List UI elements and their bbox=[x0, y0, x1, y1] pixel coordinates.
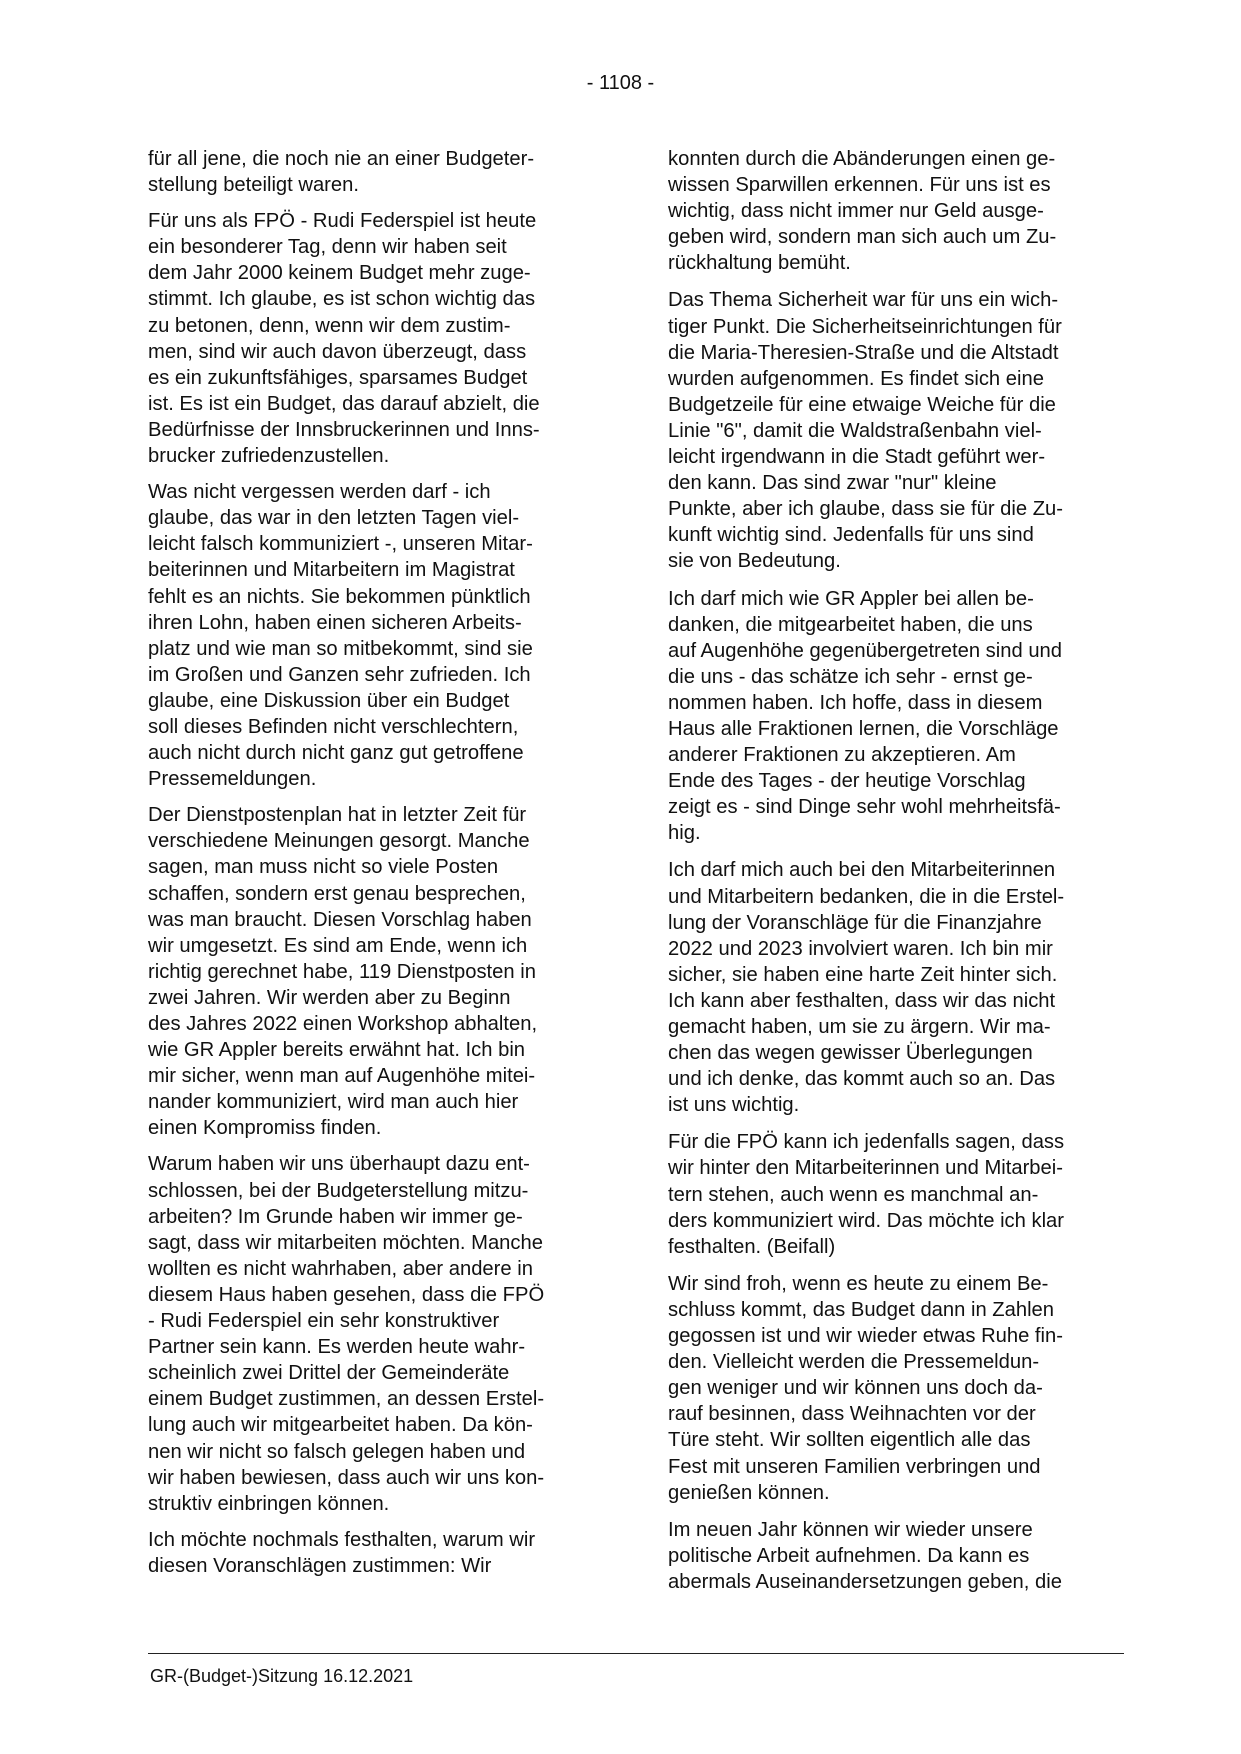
paragraph: Warum haben wir uns überhaupt dazu ent- schlossen, bei der Budgeterstellung mitzu- arbeiten? Im Grunde haben wir immer ge- sagt, dass wir mitarbeiten möchten. Manche wollten es nicht wahrhaben, aber andere in diesem Haus haben gesehen, dass die FPÖ - Rudi Federspiel ein sehr konstruktiver Partner sein kann. Es werden heute wahr- scheinlich zwei Drittel der Gemeinderäte einem Budget zustimmen, an dessen Erstel- lung auch wir mitgearbeitet haben. Da kön- nen wir nicht so falsch gelegen haben und wir haben bewiesen, dass auch wir uns kon- struktiv einbringen können. bbox=[148, 1153, 545, 1515]
paragraph: Das Thema Sicherheit war für uns ein wich- tiger Punkt. Die Sicherheitseinrichtungen für die Maria-Theresien-Straße und die Altstadt wurden aufgenommen. Es findet sich eine Budgetzeile für eine etwaige Weiche für die Linie "6", damit die Waldstraßenbahn viel- leicht irgendwann in die Stadt geführt wer- den kann. Das sind zwar "nur" kleine Punkte, aber ich glaube, dass sie für die Zu- kunft wichtig sind. Jedenfalls für uns sind sie von Bedeutung. bbox=[668, 289, 1063, 573]
paragraph: für all jene, die noch nie an einer Budgeter- stellung beteiligt waren. bbox=[148, 148, 535, 197]
right-column bbox=[668, 146, 1124, 1606]
left-column bbox=[148, 146, 604, 1589]
paragraph: Ich darf mich auch bei den Mitarbeiterinnen und Mitarbeitern bedanken, die in die Erstel- lung der Voranschläge für die Finanzjahre 2022 und 2023 involviert waren. Ich bin mir sicher, sie haben eine harte Zeit hinter sich. Ich kann aber festhalten, dass wir das nicht gemacht haben, um sie zu ärgern. Wir ma- chen das wegen gewisser Überlegungen und ich denke, das kommt auch so an. Das ist uns wichtig. bbox=[668, 859, 1065, 1117]
paragraph: Wir sind froh, wenn es heute zu einem Be- schluss kommt, das Budget dann in Zahlen gegossen ist und wir wieder etwas Ruhe fin- den. Vielleicht werden die Pressemeldun- gen weniger und wir können uns doch da- rauf besinnen, dass Weihnachten vor der Türe steht. Wir sollten eigentlich alle das Fest mit unseren Familien verbringen und genießen können. bbox=[668, 1272, 1063, 1504]
paragraph: Ich möchte nochmals festhalten, warum wir diesen Voranschlägen zustimmen: Wir bbox=[148, 1528, 536, 1577]
paragraph: Der Dienstpostenplan hat in letzter Zeit für verschiedene Meinungen gesorgt. Manche sagen, man muss nicht so viele Posten schaffen, sondern erst genau besprechen, was man braucht. Diesen Vorschlag haben wir umgesetzt. Es sind am Ende, wenn ich richtig gerechnet habe, 119 Dienstposten in zwei Jahren. Wir werden aber zu Beginn des Jahres 2022 einen Workshop abhalten, wie GR Appler bereits erwähnt hat. Ich bin mir sicher, wenn man auf Augenhöhe mitei- nander kommuniziert, wird man auch hier einen Kompromiss finden. bbox=[148, 804, 538, 1140]
paragraph: Was nicht vergessen werden darf - ich glaube, das war in den letzten Tagen viel- leicht falsch kommuniziert -, unseren Mitar- beiterinnen und Mitarbeitern im Magistrat fehlt es an nichts. Sie bekommen pünktlich ihren Lohn, haben einen sicheren Arbeits- platz und wie man so mitbekommt, sind sie im Großen und Ganzen sehr zufrieden. Ich glaube, eine Diskussion über ein Budget soll dieses Befinden nicht verschlechtern, auch nicht durch nicht ganz gut getroffene Pressemeldungen. bbox=[148, 481, 533, 791]
page-number: - 1108 - bbox=[586, 72, 655, 94]
footer-session-label: GR-(Budget-)Sitzung 16.12.2021 bbox=[150, 1666, 414, 1686]
paragraph: Für uns als FPÖ - Rudi Federspiel ist heute ein besonderer Tag, denn wir haben seit dem Jahr 2000 keinem Budget mehr zuge- stimmt. Ich glaube, es ist schon wichtig das zu betonen, denn, wenn wir dem zustim- men, sind wir auch davon überzeugt, dass es ein zukunftsfähiges, sparsames Budget ist. Es ist ein Budget, das darauf abzielt, die Bedürfnisse der Innsbruckerinnen und Inns- brucker zufriedenzustellen. bbox=[148, 210, 540, 468]
footer-divider bbox=[148, 1653, 1124, 1654]
paragraph: Im neuen Jahr können wir wieder unsere politische Arbeit aufnehmen. Da kann es abermals Auseinandersetzungen geben, die bbox=[668, 1518, 1062, 1593]
paragraph: konnten durch die Abänderungen einen ge- wissen Sparwillen erkennen. Für uns ist es wichtig, dass nicht immer nur Geld ausge- geben wird, sondern man sich auch um Zu- rückhaltung bemüht. bbox=[668, 148, 1057, 275]
paragraph: Für die FPÖ kann ich jedenfalls sagen, dass wir hinter den Mitarbeiterinnen und Mitarbei- tern stehen, auch wenn es manchmal an- ders kommuniziert wird. Das möchte ich klar festhalten. (Beifall) bbox=[668, 1131, 1065, 1258]
paragraph: Ich darf mich wie GR Appler bei allen be- danken, die mitgearbeitet haben, die uns auf Augenhöhe gegenübergetreten sind und die uns - das schätze ich sehr - ernst ge- nommen haben. Ich hoffe, dass in diesem Haus alle Fraktionen lernen, die Vorschläge anderer Fraktionen zu akzeptieren. Am Ende des Tages - der heutige Vorschlag zeigt es - sind Dinge sehr wohl mehrheitsfä- hig. bbox=[668, 587, 1063, 845]
